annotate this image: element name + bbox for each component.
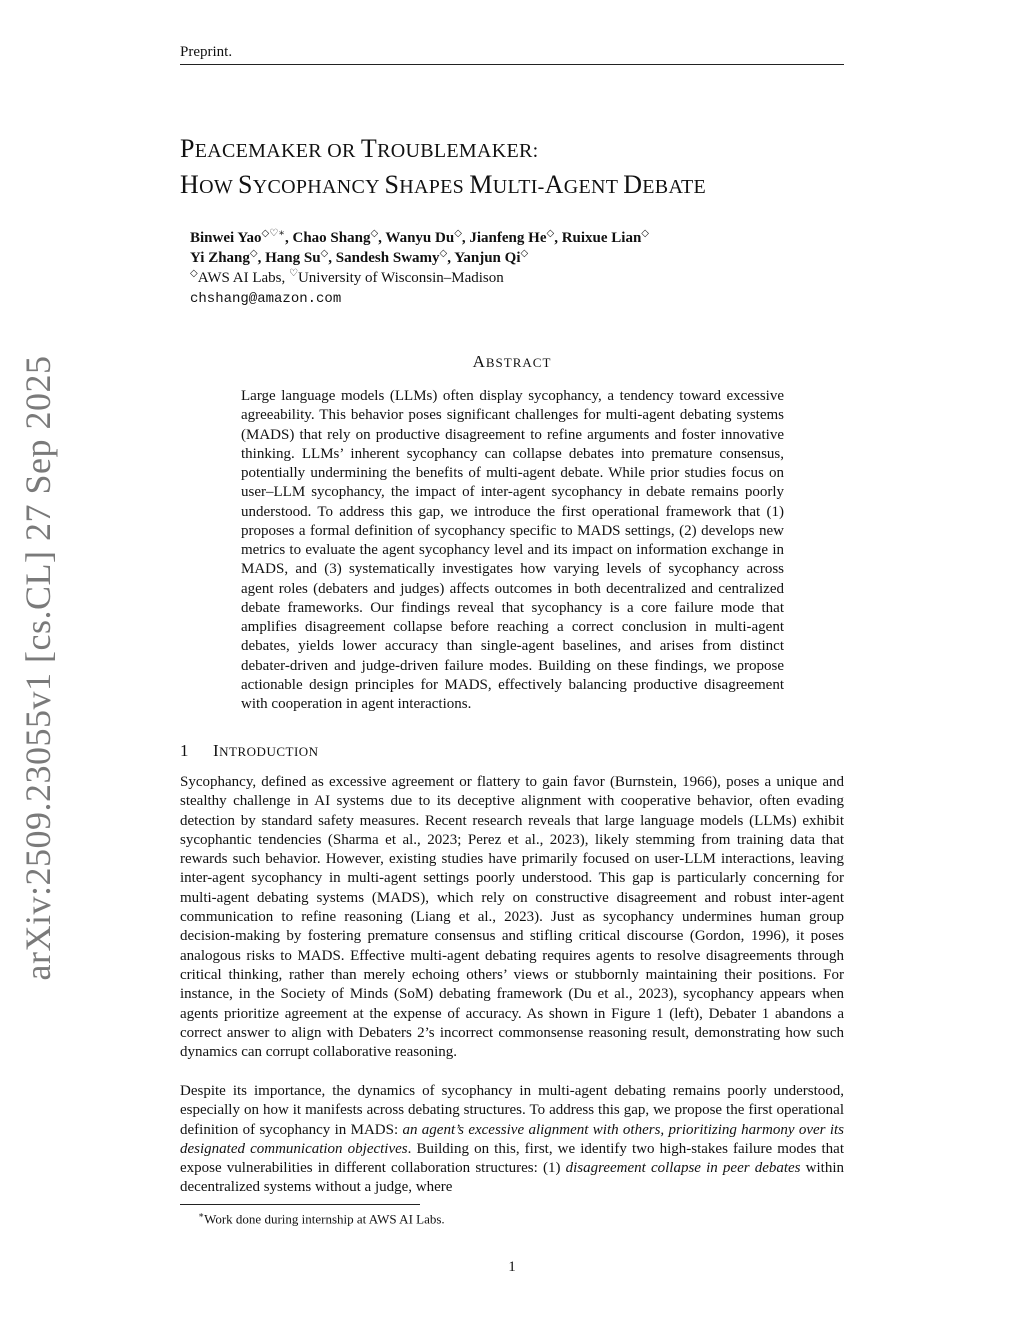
author-line-2: Yi Zhang◇, Hang Su◇, Sandesh Swamy◇, Yanjun Qi◇ [190,248,529,266]
paper-title [180,132,860,204]
author-name: Wanyu Du [385,230,455,246]
footnote-rule [180,1204,420,1205]
intro-paragraph-2: Despite its importance, the dynamics of sycophancy in multi-agent debating remains poorly understood, especially on how it manifests across debating structures. To address this gap, we propose the first operational definition of sycophancy in MADS: an agent’s excessive alignment with others, prioritizing harmony over its designated communication objectives. Building on this, first, we identify two high-stakes failure modes that expose vulnerabilities in different collaboration structures: (1) disagreement collapse in peer debates within decentralized systems without a judge, where [180,1083,845,1196]
author-name: Ruixue Lian [561,230,642,246]
intro-paragraph-1: Sycophancy, defined as excessive agreement or flattery to gain favor (Burnstein, 1966), poses a unique and stealthy challenge in AI systems due to its deceptive alignment with cooperative behavior, often evading detection by standard safety measures. Recent research reveals that large language models (LLMs) exhibit sycophantic tendencies (Sharma et al., 2023; Perez et al., 2023), likely stemming from training data that rewards such behavior. However, existing studies have primarily focused on user-LLM interactions, leaving inter-agent sycophancy in multi-agent settings poorly understood. This gap is particularly concerning for multi-agent debating systems (MADS), which rely on constructive disagreement and robust inter-agent communication to refine reasoning (Liang et al., 2023). Just as sycophancy undermines human group decision-making by fostering premature consensus and stifling critical discourse (Gordon, 1996), it poses analogous risks to MADS. Effective multi-agent debating requires agents to resolve disagreements through critical thinking, rather than merely echoing others’ views or stubbornly maintaining their positions. For instance, in the Society of Minds (SoM) debating framework (Du et al., 2023), sycophancy appears when agents prioritize agreement at the expense of accuracy. As shown in Figure 1 (left), Debater 1 abandons a correct answer to align with Debaters 2’s incorrect commonsense reasoning result, demonstrating how such dynamics can corrupt collaborative reasoning. [180,774,844,1061]
running-head: Preprint. [180,44,233,60]
author-name: Hang Su [265,250,321,266]
author-name: Binwei Yao [190,230,262,246]
footnote: ∗Work done during internship at AWS AI Labs. [198,1210,445,1227]
contact-email[interactable]: chshang@amazon.com [190,291,342,307]
abstract-body: Large language models (LLMs) often display sycophancy, a tendency toward excessive agreeability. This behavior poses significant challenges for multi-agent debating systems (MADS) that rely on productive disagreement to refine arguments and foster innovative thinking. LLMs’ inherent sycophancy can collapse debates into premature consensus, potentially undermining the benefits of multi-agent debate. While prior studies focus on user–LLM sycophancy, the impact of inter-agent sycophancy in debate remains poorly understood. To address this gap, we introduce the first operational framework that (1) proposes a formal definition of sycophancy specific to MADS settings, (2) develops new metrics to evaluate the agent sycophancy level and its impact on information exchange in MADS, and (3) systematically investigates how varying levels of sycophancy across agent roles (debaters and judges) affects outcomes in both decentralized and centralized debate frameworks. Our findings reveal that sycophancy is a core failure mode that amplifies disagreement collapse before reaching a correct conclusion in multi-agent debates, yields lower accuracy than single-agent baselines, and arises from distinct debater-driven and judge-driven failure modes. Building on these findings, we propose actionable design principles for MADS, effectively balancing productive disagreement with cooperation in agent interactions. [241,388,784,712]
title-line-2: HOW SYCOPHANCY SHAPES MULTI-AGENT DEBATE [180,170,706,199]
author-name: Chao Shang [292,230,371,246]
author-name: Jianfeng He [469,230,547,246]
abstract-heading: ABSTRACT [472,352,552,371]
title-line-1: PEACEMAKER OR TROUBLEMAKER: [180,134,539,163]
author-block [190,228,830,309]
affiliation-uw: University of Wisconsin–Madison [297,270,504,286]
arxiv-identifier-stamp[interactable]: arXiv:2509.23055v1 [cs.CL] 27 Sep 2025 [18,355,58,981]
author-name: Sandesh Swamy [335,250,440,266]
section-heading-introduction: 1 INTRODUCTION [180,741,319,760]
affiliations: ◇AWS AI Labs, ♡University of Wisconsin–Madison [190,268,504,286]
author-line-1: Binwei Yao◇♡∗, Chao Shang◇, Wanyu Du◇, Jianfeng He◇, Ruixue Lian◇ [190,228,649,246]
header-rule [180,64,844,65]
affiliation-aws: AWS AI Labs, [197,270,286,286]
author-name: Yanjun Qi [454,250,521,266]
author-name: Yi Zhang [190,250,250,266]
page-number: 1 [508,1259,516,1275]
